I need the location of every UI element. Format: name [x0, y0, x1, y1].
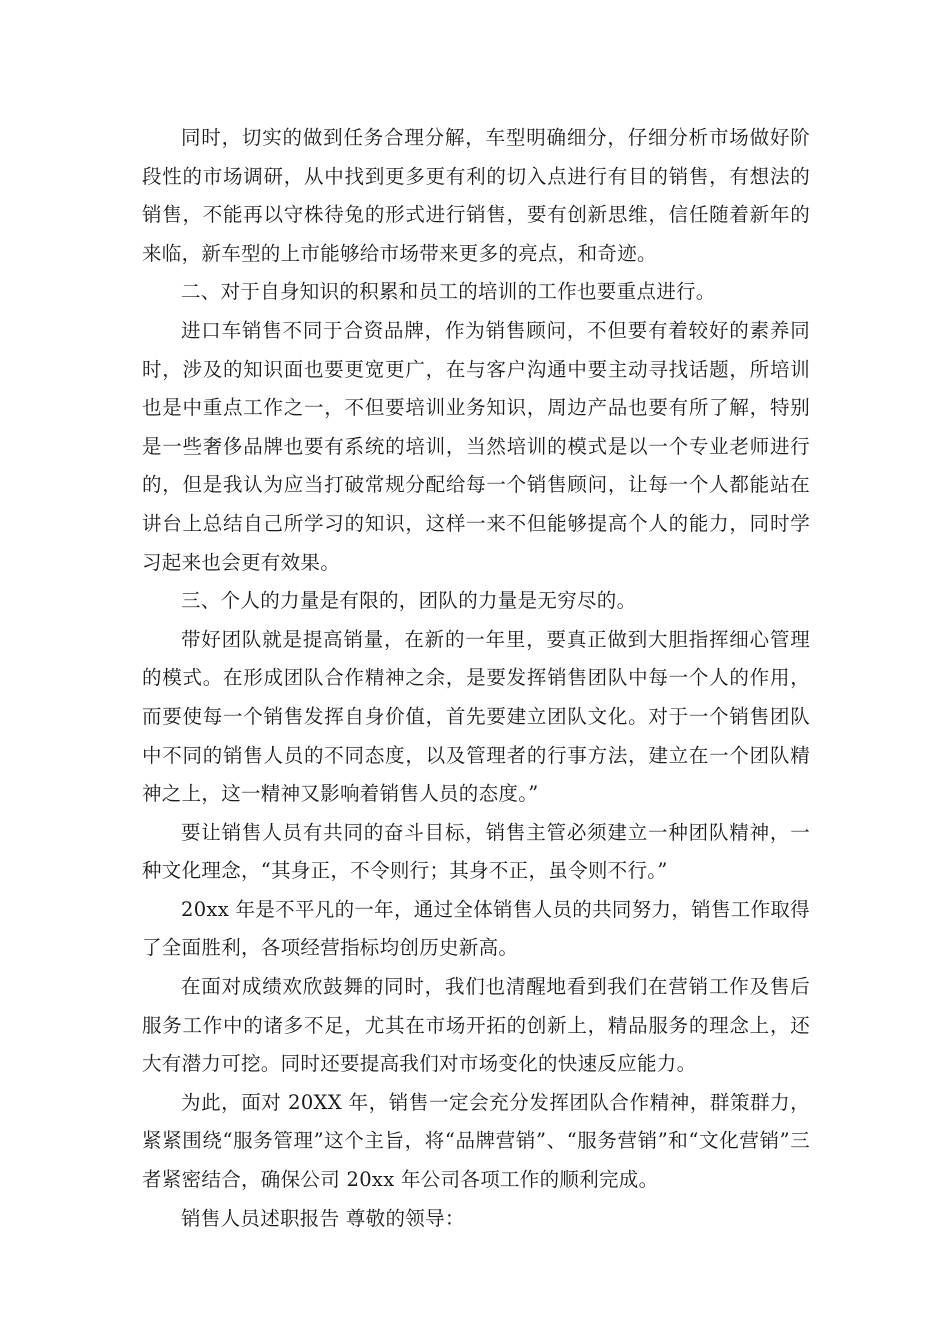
- heading-knowledge-training: 二、对于自身知识的积累和员工的培训的工作也要重点进行。: [181, 280, 716, 304]
- paragraph-imported-car-training: 进口车销售不同于合资品牌，作为销售顾问，不但要有着较好的素养同时，涉及的知识面也要更宽更广，在与客户沟通中要主动寻找话题，所培训也是中重点工作之一，不但要培训业务知识，周边产品也要有所了解，特别是一些奢侈品牌也要有系统的培训，当然培训的模式是以一个专业老师进行的，但是我认为应当打破常规分配给每一个销售顾问，让每一个人都能站在讲台上总结自己所学习的知识，这样一来不但能够提高个人的能力，同时学习起来也会更有效果。: [142, 318, 810, 574]
- paragraph-task-breakdown: 同时，切实的做到任务合理分解，车型明确细分，仔细分析市场做好阶段性的市场调研，从中找到更多更有利的切入点进行有目的销售，有想法的销售，不能再以守株待兔的形式进行销售，要有创新思维，信任随着新年的来临，新车型的上市能够给市场带来更多的亮点，和奇迹。: [142, 126, 810, 265]
- paragraph-shortcomings: 在面对成绩欢欣鼓舞的同时，我们也清醒地看到我们在营销工作及售后服务工作中的诸多不足，尤其在市场开拓的创新上，精品服务的理念上，还大有潜力可挖。同时还要提高我们对市场变化的快速反应能力。: [142, 975, 810, 1076]
- paragraph-report-title: 销售人员述职报告 尊敬的领导：: [181, 1206, 465, 1230]
- heading-team-strength: 三、个人的力量是有限的，团队的力量是无穷尽的。: [181, 589, 637, 613]
- document-body: [142, 119, 810, 1238]
- paragraph-team-management: 带好团队就是提高销量，在新的一年里，要真正做到大胆指挥细心管理的模式。在形成团队合作精神之余，是要发挥销售团队中每一个人的作用，而要使每一个销售发挥自身价值，首先要建立团队文化。对于一个销售团队中不同的销售人员的不同态度，以及管理者的行事方法，建立在一个团队精神之上，这一精神又影响着销售人员的态度。”: [142, 627, 810, 806]
- paragraph-next-year-plan: 为此，面对 20XX 年，销售一定会充分发挥团队合作精神，群策群力，紧紧围绕“服务管理”这个主旨，将“品牌营销”、“服务营销”和“文化营销”三者紧密结合，确保公司 20xx 年公司各项工作的顺利完成。: [142, 1090, 810, 1192]
- paragraph-common-goal: 要让销售人员有共同的奋斗目标，销售主管必须建立一种团队精神，一种文化理念，“其身正，不令则行；其身不正，虽令则不行。”: [142, 820, 810, 883]
- paragraph-year-summary: 20xx 年是不平凡的一年，通过全体销售人员的共同努力，销售工作取得了全面胜利，各项经营指标均创历史新高。: [142, 897, 810, 960]
